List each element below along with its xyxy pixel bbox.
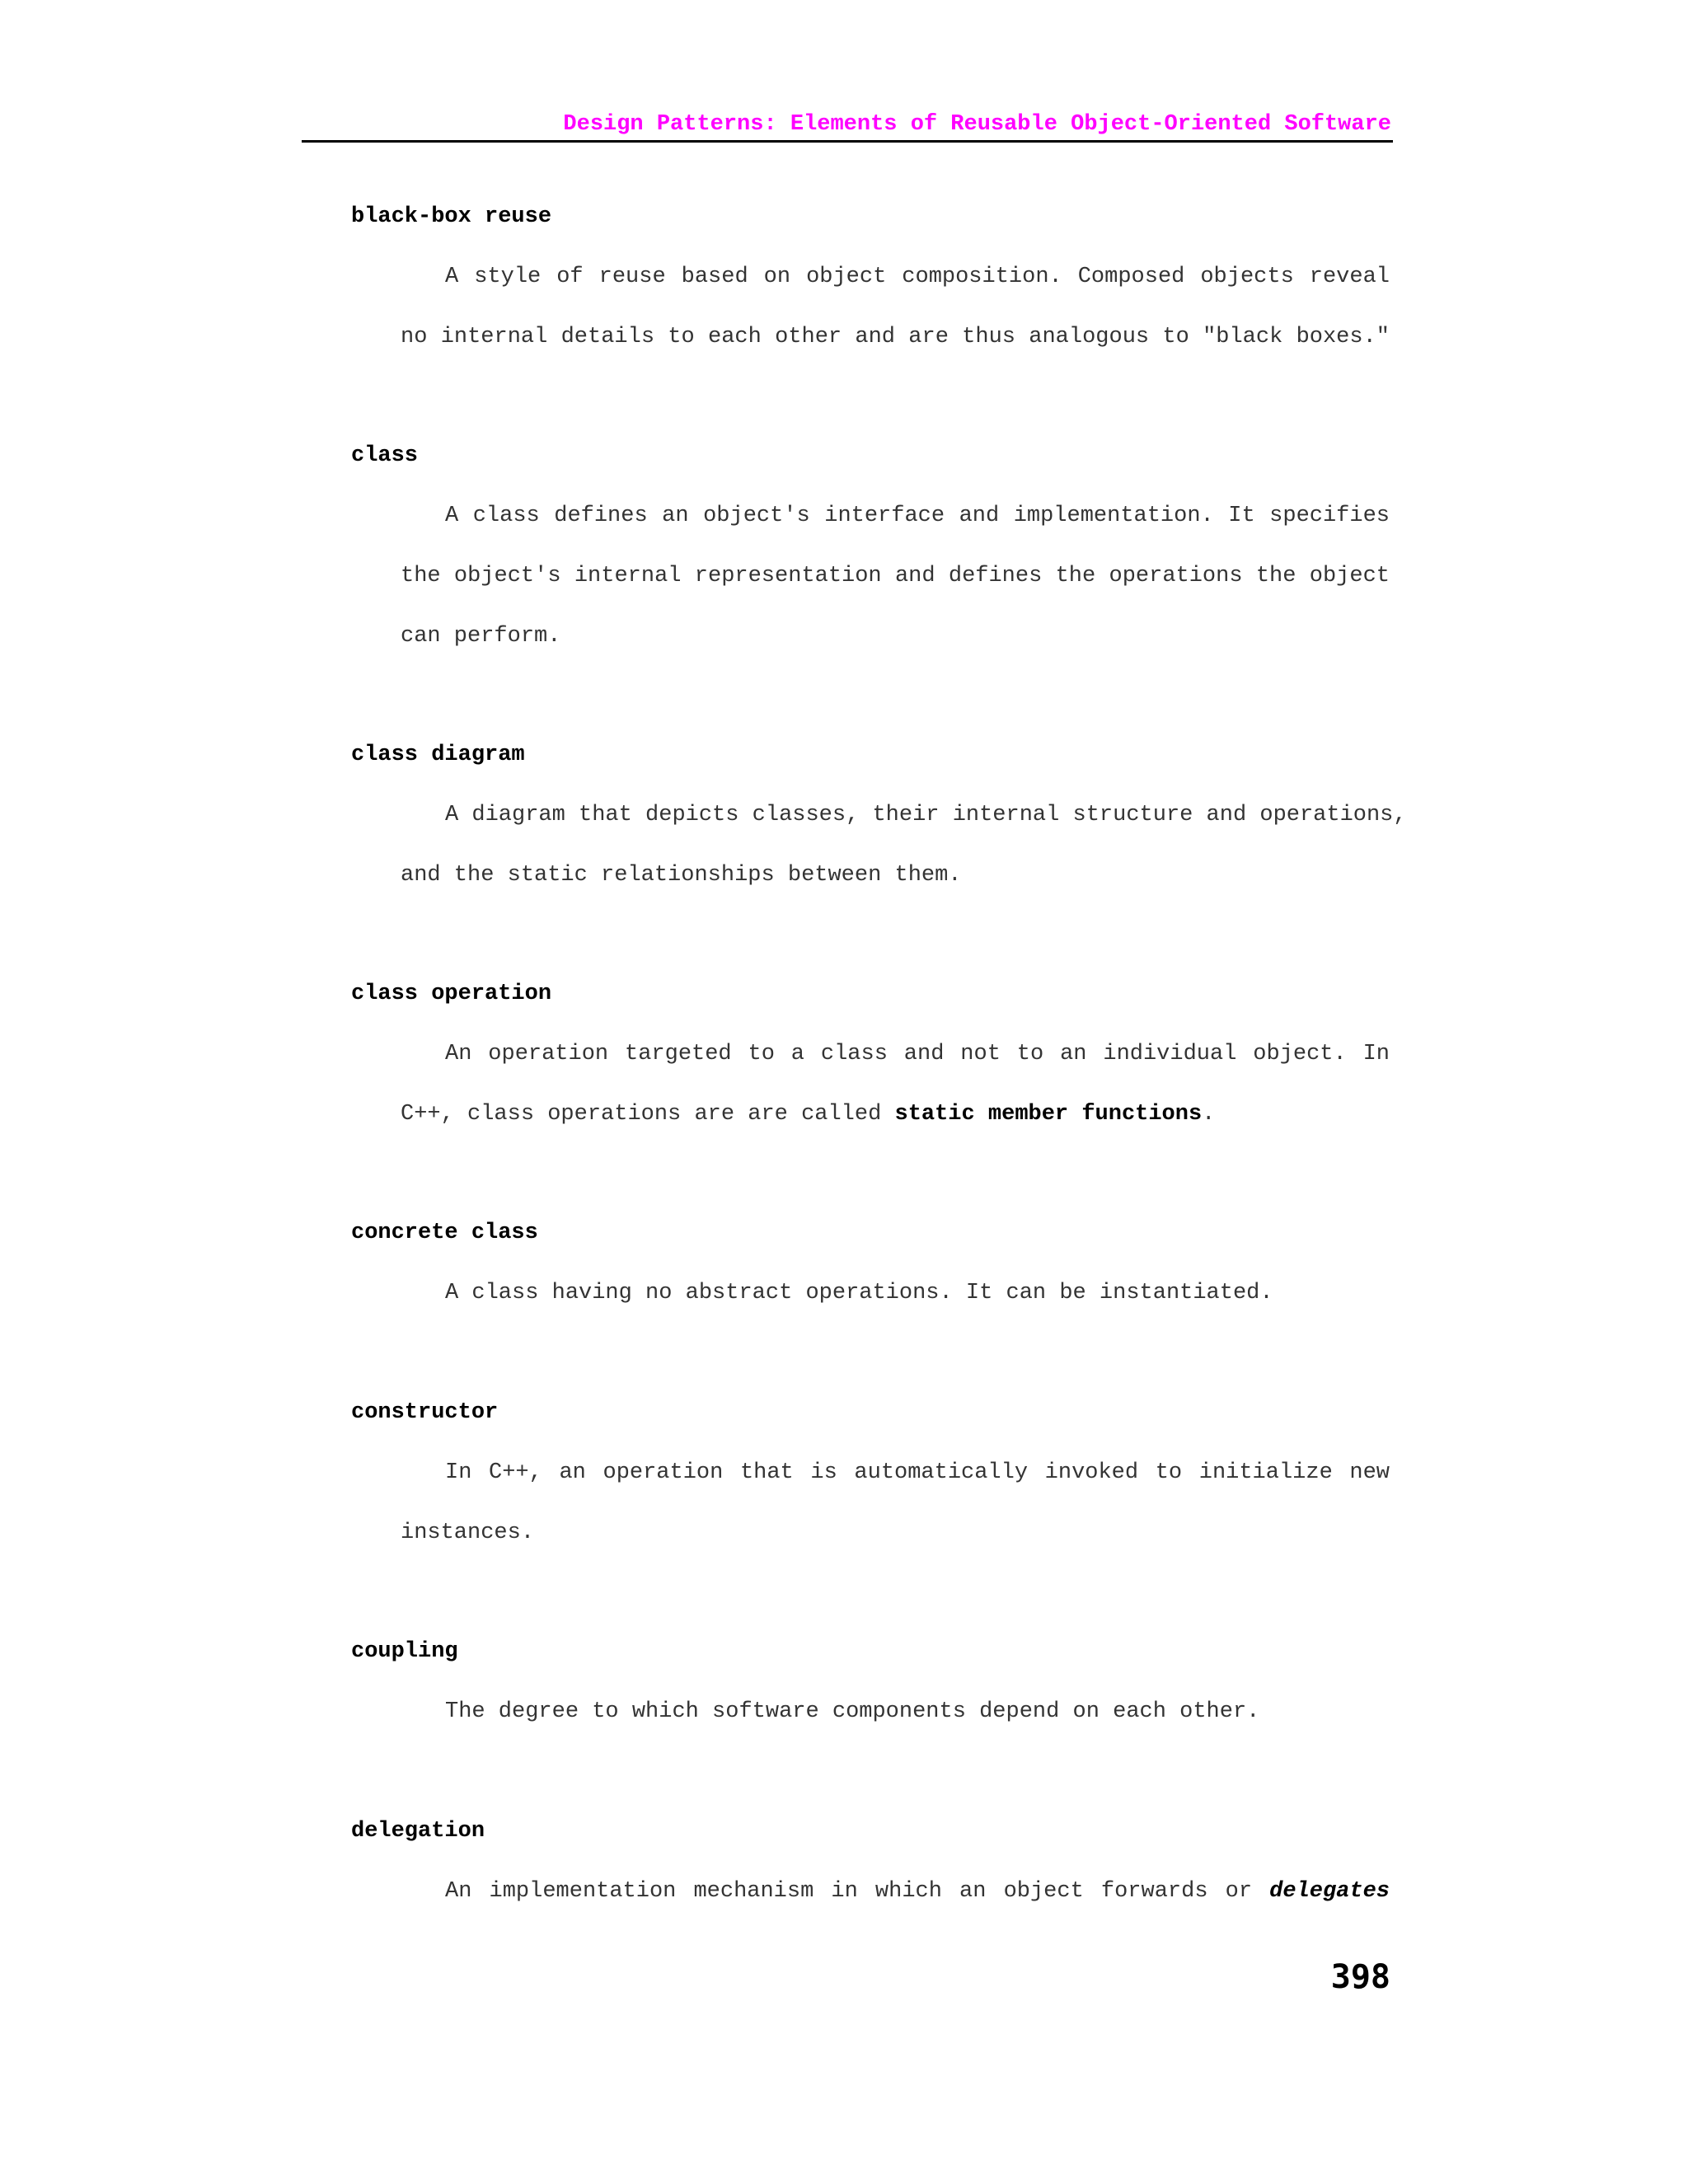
definition-line: the object's internal representation and defines the operations the object (401, 564, 1390, 588)
definition-text: An implementation mechanism in which an object forwards or (445, 1879, 1253, 1904)
definition-line: The degree to which software components depend on each other. (445, 1699, 1260, 1724)
page-number: 398 (1330, 1958, 1390, 1996)
definition-line: A diagram that depicts classes, their internal structure and operations, (445, 803, 1407, 827)
definition-line: instances. (401, 1521, 535, 1545)
definition-text: C++, class operations are are called (401, 1102, 882, 1127)
glossary-term: class (351, 443, 419, 468)
definition-line (445, 1879, 1390, 1904)
glossary-term: constructor (351, 1400, 499, 1425)
glossary-term: black-box reuse (351, 204, 552, 229)
emphasized-word: delegates (1269, 1879, 1390, 1904)
glossary-term: class diagram (351, 743, 525, 767)
definition-line: A style of reuse based on object composition. Composed objects reveal (445, 265, 1390, 289)
running-header: Design Patterns: Elements of Reusable Object-Oriented Software (563, 112, 1391, 137)
glossary-term: concrete class (351, 1221, 538, 1245)
glossary-term: class operation (351, 982, 552, 1006)
definition-line: A class defines an object's interface and implementation. It specifies (445, 504, 1390, 528)
definition-line: An operation targeted to a class and not to an individual object. In (445, 1042, 1390, 1066)
definition-text: . (1202, 1102, 1216, 1127)
glossary-term: delegation (351, 1819, 485, 1844)
definition-line (401, 1102, 1390, 1127)
definition-line: no internal details to each other and are thus analogous to "black boxes." (401, 325, 1390, 349)
definition-line: and the static relationships between them. (401, 863, 962, 888)
definition-line: can perform. (401, 624, 561, 649)
emphasized-term: static member functions (894, 1102, 1203, 1127)
definition-line: A class having no abstract operations. It can be instantiated. (445, 1281, 1273, 1305)
glossary-term: coupling (351, 1639, 458, 1664)
header-rule (302, 140, 1393, 143)
definition-line: In C++, an operation that is automatically invoked to initialize new (445, 1460, 1390, 1485)
